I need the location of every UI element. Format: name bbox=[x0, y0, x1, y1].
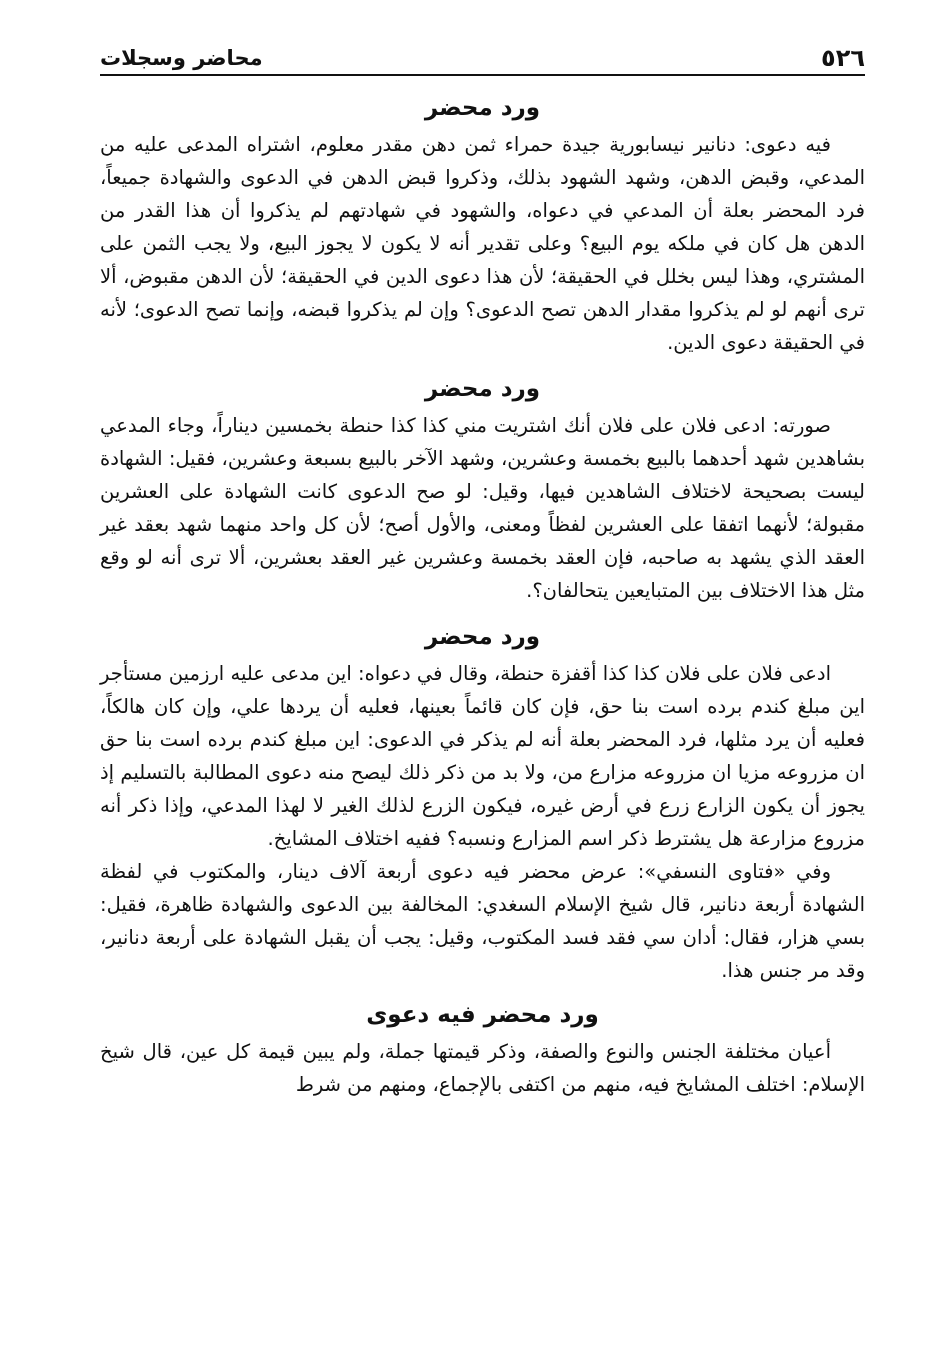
paragraph: صورته: ادعى فلان على فلان أنك اشتريت مني كذا كذا حنطة بخمسين ديناراً، وجاء المدعي بشاهدين شهد أحدهما بالبيع بخمسة وعشرين، وشهد الآخر بالبيع بسبعة وعشرين، فقيل: الشهادة ليست بصحيحة لاختلاف الشاهدين فيها، وقيل: لو صح الدعوى كانت الشهادة على العشرين مقبولة؛ لأنهما اتفقا على العشرين لفظاً ومعنى، والأول أصح؛ لأن كل واحد منهما شهد بعقد غير العقد الذي يشهد به صاحبه، فإن العقد بخمسة وعشرين غير العقد بعشرين، ألا ترى أنه لو وقع مثل هذا الاختلاف بين المتبايعين يتحالفان؟. bbox=[100, 414, 865, 602]
paragraph: أعيان مختلفة الجنس والنوع والصفة، وذكر قيمتها جملة، ولم يبين قيمة كل عين، قال شيخ الإسلام: اختلف المشايخ فيه، منهم من اكتفى بالإجماع، ومنهم من شرط bbox=[100, 1040, 865, 1096]
section-heading: ورد محضر bbox=[424, 95, 541, 121]
section-heading: ورد محضر bbox=[424, 376, 541, 402]
section-3 bbox=[100, 617, 865, 987]
paragraph: ادعى فلان على فلان كذا كذا أقفزة حنطة، وقال في دعواه: اين مدعى عليه ارزمين مستأجر اين مبلغ كندم برده است بنا حق، فإن كان قائماً بعينها، فعليه أن يردها علي، وإن كان هالكاً، فعليه أن يرد مثلها، فرد المحضر بعلة أنه لم يذكر في الدعوى: اين مبلغ كندم برده است بنا حق ان مزروعه مزيا ان مزروعه مزارع من، ولا بد من ذكر ذلك ليصح منه دعوى المطالبة بالتسليم إذ يجوز أن يكون الزارع زرع في أرض غيره، فيكون الزرع لذلك الغير لا لهذا المدعي، وإذا ذكر أنه مزروع مزارعة هل يشترط ذكر اسم المزارع ونسبه؟ ففيه اختلاف المشايخ. bbox=[100, 662, 865, 850]
paragraph: وفي «فتاوى النسفي»: عرض محضر فيه دعوى أربعة آلاف دينار، والمكتوب في لفظة الشهادة أربعة دنانير، قال شيخ الإسلام السغدي: المخالفة بين الدعوى والشهادة ظاهرة، فقيل: بسي هزار، فقال: أدان سي فقد فسد المكتوب، وقيل: يجب أن يقبل الشهادة على أربعة دنانير، وقد مر جنس هذا. bbox=[100, 860, 865, 982]
book-page bbox=[100, 40, 865, 1360]
paragraph: فيه دعوى: دنانير نيسابورية جيدة حمراء ثمن دهن مقدر معلوم، اشتراه المدعى عليه من المدعي، وقبض الدهن، وشهد الشهود بذلك، وذكروا قبض الدهن في الدعوى والشهادة جميعاً، فرد المحضر بعلة أن المدعي في دعواه، والشهود في شهادتهم لم يذكروا أن هذا القدر من الدهن هل كان في ملكه يوم البيع؟ وعلى تقدير أنه لا يكون لا يجوز البيع، ولا يجب الثمن على المشتري، وهذا ليس بخلل في الحقيقة؛ لأن هذا دعوى الدين في الحقيقة؛ لأن الدهن مقبوض، ألا ترى أنهم لو لم يذكروا مقدار الدهن تصح الدعوى؟ وإن لم يذكروا قبضه، وإنما تصح الدعوى؛ لأنه في الحقيقة دعوى الدين. bbox=[100, 133, 865, 354]
section-1 bbox=[100, 88, 865, 359]
section-heading: ورد محضر فيه دعوى bbox=[366, 1002, 599, 1028]
running-header bbox=[100, 40, 865, 76]
section-2 bbox=[100, 369, 865, 607]
page-number: ٥٢٦ bbox=[821, 44, 865, 72]
section-4 bbox=[100, 995, 865, 1101]
section-heading: ورد محضر bbox=[424, 624, 541, 650]
running-title: محاضر وسجلات bbox=[100, 46, 263, 70]
